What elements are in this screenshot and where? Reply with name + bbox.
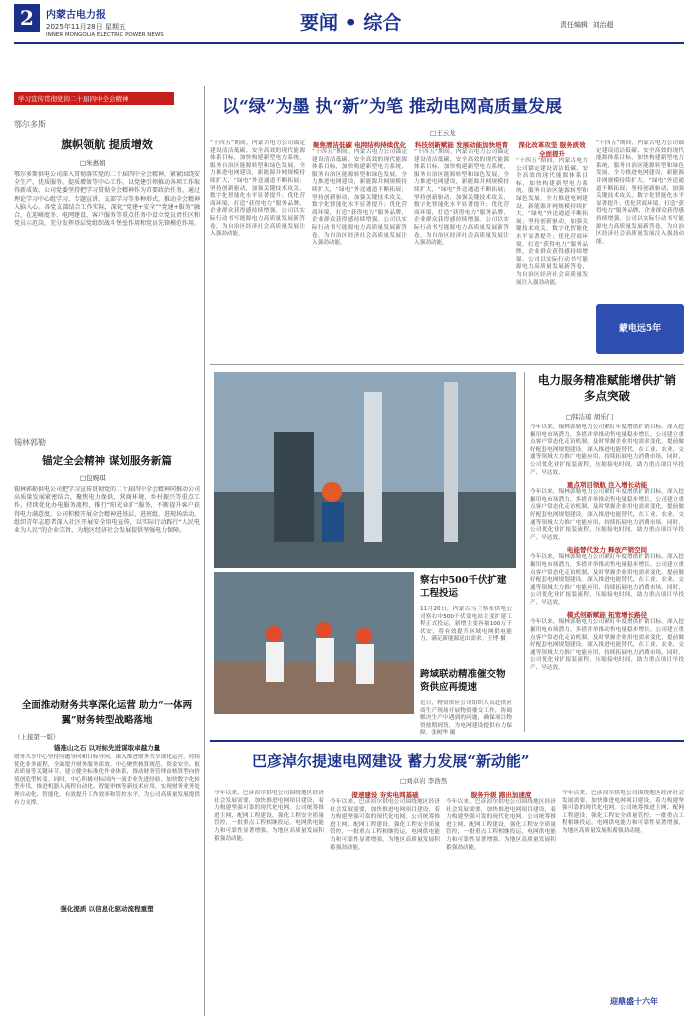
column-divider [204,86,205,1016]
subheading: 服务升级 跑出加速度 [470,791,532,799]
article-body: 今年以来，锡林郭勒电力公司紧盯年度增供扩销目标，深入挖掘用电市场潜力，多措并举推动售电量稳步增长。公司建立重点客户常态化走访机制，及时掌握企业用电需求变化，提前做好配套电网规划建设。深入推进电能替代，在工业、农业、交通等领域大力推广电能应用，持续拓展电力消费市场。同时，公司优化业扩报装流程，压缩接电时间，助力重点项目早投产、早达效。 [530,554,684,606]
right-byline: □韩洁琼 胡乐门 [566,413,614,421]
workers-photo [214,572,414,714]
photo2-caption [420,668,512,694]
right-headline: 电力服务精准赋能增供扩销多点突破 [538,373,676,403]
substation-photo [214,372,516,568]
bottom-col-3 [446,790,556,1016]
page-number: 2 [14,4,40,32]
main-article-col-4 [516,140,588,358]
right-article-body [530,424,684,730]
subheading: 重点项目领航 注入增长动能 [566,481,648,490]
bottom-headline: 巴彦淖尔提速电网建设 蓄力发展“新动能” [252,752,530,770]
bottom-col-2 [330,790,440,1016]
main-article-col-3 [414,140,509,358]
section-title: 要闻 • 综合 [300,12,402,34]
article-body: 今年以来，巴彦淖尔供电公司围绕地区经济社会发展需要，加快推进电网项目建设，着力构建坚强可靠的现代化电网。公司统筹推进主网、配网工程建设，强化工程安全质量管控，一批重点工程相继投运，电网供电能力和可靠性显著增强，为地区高质量发展积蓄强劲动能。 [446,799,556,851]
main-article-col-5: “十四五”期间，内蒙古电力公司锚定建设清洁低碳、安全高效的现代能源体系目标，加快构建新型电力系统，服务自治区能源转型和绿色发展。全力推进电网建设，新能源并网规模持续扩大，“绿电”外送通道不断拓展；坚持创新驱动，加强关键技术攻关，数字化智能化水平显著提升；优化营商环境，打造“获得电力”服务品牌，企业群众获得感持续增强。公司以实际行动书写能源电力高质量发展新答卷，为自治区经济社会高质量发展注入强劲动能。 [596,140,684,245]
article-body: 锡林郭勒供电公司把学习宣传贯彻党的二十届四中全会精神同推动公司高质量发展紧密结合，聚焦电力保供、营商环境、乡村振兴等重点工作，持续优化办电服务流程，推行“阳光业扩”服务，不断提升客户获得电力满意度。公司积极开展全会精神进基层、进班组、进现场活动，组织青年志愿者深入社区开展安全用电宣传，以实际行动践行“人民电业为人民”的企业宗旨，为地区经济社会发展提供坚强电力保障。 [14,486,200,535]
subheading: 深化改革攻坚 服务质效全面提升 [518,141,586,158]
photo2-title: 跨域联动精准催交物资供应再提速 [420,669,506,693]
main-headline: 以“绿”为墨 执“新”为笔 推动电网高质量发展 [222,97,562,117]
article-title: 旗帜领航 提质增效 [61,138,153,151]
byline: □包婉琪 [80,474,106,482]
campaign-tag: 学习宣传贯彻党的二十届四中全会精神 [14,92,174,105]
subheading: 锚准山之石 以对标先进谋取卓越力量 [53,744,161,752]
photo1-title: 察右中500千伏扩建工程投运 [420,575,507,599]
photo2-text: 近日，物资供应公司组织人员赴供应商生产现场开展物资催交工作，协调解决生产中遇到的问题，确保项目物资按期到货，为电网建设提供有力保障。张树华 摄 [420,700,512,737]
place-label: 锡林郭勒 [14,438,46,447]
article-body: 财务共享中心坚持问题导向和目标导向，深入推进财务共享深化运营，持续优化业务流程，全面提升财务服务质效。中心聚焦核算规范、资金安全、报表质量等关键环节，建立健全标准化作业体系，推动财务管理由核算型向价值创造型转变。同时，中心积极对标国内一流企业先进经验，加快数字化转型步伐，推进机器人流程自动化、智能审核等新技术应用，实现财务业务处理自动化、智能化，有效提升工作效率和管控水平，为公司高质量发展提供有力支撑。 [14,754,200,806]
workers-image [214,572,414,714]
article-body: “十四五”期间，内蒙古电力公司锚定建设清洁低碳、安全高效的现代能源体系目标，加快构建新型电力系统，服务自治区能源转型和绿色发展。全力推进电网建设，新能源并网规模持续扩大，“绿电”外送通道不断拓展；坚持创新驱动，加强关键技术攻关，数字化智能化水平显著提升；优化营商环境，打造“获得电力”服务品牌，企业群众获得感持续增强。公司以实际行动书写能源电力高质量发展新答卷，为自治区经济社会高质量发展注入强劲动能。 [312,149,407,247]
article-title: 锚定全会精神 谋划服务新篇 [42,455,172,467]
main-article-col-2 [312,140,407,358]
place-label: 鄂尔多斯 [14,120,46,129]
byline: □朱惠娟 [80,159,106,167]
editor-line: 责任编辑 刘治超 [560,21,614,29]
subheading: 强化提质 以信息化驱动流程重塑 [60,905,154,913]
issue-date: 2025年11月28日 星期五 [46,23,126,31]
subheading: 电能替代发力 释放产销空间 [566,546,648,555]
bottom-byline: □刘卓岩 李浩然 [400,777,448,785]
subheading: 科技创新赋能 发展动能加快培育 [414,141,509,149]
article-body: “十四五”期间，内蒙古电力公司锚定建设清洁低碳、安全高效的现代能源体系目标，加快构建新型电力系统，服务自治区能源转型和绿色发展。全力推进电网建设，新能源并网规模持续扩大，“绿电”外送通道不断拓展；坚持创新驱动，加强关键技术攻关，数字化智能化水平显著提升；优化营商环境，打造“获得电力”服务品牌，企业群众获得感持续增强。公司以实际行动书写能源电力高质量发展新答卷，为自治区经济社会高质量发展注入强劲动能。 [414,149,509,247]
paper-english-name: INNER MONGOLIA ELECTRIC POWER NEWS [46,32,164,38]
masthead-rule [14,42,684,44]
column-divider [524,372,525,732]
subheading: 提速建设 夯实电网基础 [351,791,419,799]
subheading: 聚焦清洁低碳 电网结构持续优化 [312,141,407,149]
subheading: 模式创新赋能 拓宽增长路径 [566,611,648,620]
article-body: 今年以来，锡林郭勒电力公司紧盯年度增供扩销目标，深入挖掘用电市场潜力，多措并举推动售电量稳步增长。公司建立重点客户常态化走访机制，及时掌握企业用电需求变化，提前做好配套电网规划建设。深入推进电能替代，在工业、农业、交通等领域大力推广电能应用，持续拓展电力消费市场。同时，公司优化业扩报装流程，压缩接电时间，助力重点项目早投产、早达效。 [530,424,684,476]
section-rule [210,740,684,742]
article-title: 全面推动财务共享深化运营 助力“一体两翼”财务转型战略落地 [21,700,193,726]
slogan-logo: 蒙电远5年 [596,304,684,354]
article-body: 鄂尔多斯供电公司深入贯彻落实党的二十届四中全会精神，紧紧围绕安全生产、优质服务、提质增效等中心工作，以党建引领推动各项工作取得新成效。公司党委坚持把学习贯彻全会精神作为首要政治任务，通过理论学习中心组学习、专题宣讲、支部学习等多种形式，推动全会精神入脑入心。各党支部结合工作实际，深化“党建+安全”“党建+服务”融合，在迎峰度冬、电网建设、客户服务等重点任务中设立党员责任区和党员示范岗，充分发挥基层党组织战斗堡垒作用和党员先锋模范作用。 [14,171,200,228]
paper-name: 内蒙古电力报 [46,10,106,21]
article-body: 今年以来，锡林郭勒电力公司紧盯年度增供扩销目标，深入挖掘用电市场潜力，多措并举推动售电量稳步增长。公司建立重点客户常态化走访机制，及时掌握企业用电需求变化，提前做好配套电网规划建设。深入推进电能替代，在工业、农业、交通等领域大力推广电能应用，持续拓展电力消费市场。同时，公司优化业扩报装流程，压缩接电时间，助力重点项目早投产、早达效。 [530,489,684,541]
left-column [14,92,200,1016]
substation-image [214,372,516,568]
masthead [0,0,697,64]
article-body: 今年以来，巴彦淖尔供电公司围绕地区经济社会发展需要，加快推进电网项目建设，着力构建坚强可靠的现代化电网。公司统筹推进主网、配网工程建设，强化工程安全质量管控，一批重点工程相继投运，电网供电能力和可靠性显著增强，为地区高质量发展积蓄强劲动能。 [330,799,440,851]
section-rule [210,364,684,365]
article-body: 今年以来，锡林郭勒电力公司紧盯年度增供扩销目标，深入挖掘用电市场潜力，多措并举推动售电量稳步增长。公司建立重点客户常态化走访机制，及时掌握企业用电需求变化，提前做好配套电网规划建设。深入推进电能替代，在工业、农业、交通等领域大力推广电能应用，持续拓展电力消费市场。同时，公司优化业扩报装流程，压缩接电时间，助力重点项目早投产、早达效。 [530,619,684,672]
article-body: “十四五”期间，内蒙古电力公司锚定建设清洁低碳、安全高效的现代能源体系目标，加快构建新型电力系统，服务自治区能源转型和绿色发展。全力推进电网建设，新能源并网规模持续扩大，“绿电”外送通道不断拓展；坚持创新驱动，加强关键技术攻关，数字化智能化水平显著提升；优化营商环境，打造“获得电力”服务品牌，企业群众获得感持续增强。公司以实际行动书写能源电力高质量发展新答卷，为自治区经济社会高质量发展注入强劲动能。 [516,158,588,286]
photo1-caption [420,574,512,600]
byline: （上接第一版） [14,733,60,741]
main-article-col-1: “十四五”期间，内蒙古电力公司锚定建设清洁低碳、安全高效的现代能源体系目标，加快构建新型电力系统，服务自治区能源转型和绿色发展。全力推进电网建设，新能源并网规模持续扩大，“绿电”外送通道不断拓展；坚持创新驱动，加强关键技术攻关，数字化智能化水平显著提升；优化营商环境，打造“获得电力”服务品牌，企业群众获得感持续增强。公司以实际行动书写能源电力高质量发展新答卷，为自治区经济社会高质量发展注入强劲动能。 [210,140,305,238]
main-byline: □王云龙 [430,129,456,137]
bottom-col-1: 今年以来，巴彦淖尔供电公司围绕地区经济社会发展需要，加快推进电网项目建设，着力构建坚强可靠的现代化电网。公司统筹推进主网、配网工程建设，强化工程安全质量管控，一批重点工程相继投运，电网供电能力和可靠性显著增强，为地区高质量发展积蓄强劲动能。 [214,790,324,842]
bottom-col-4: 今年以来，巴彦淖尔供电公司围绕地区经济社会发展需要，加快推进电网项目建设，着力构建坚强可靠的现代化电网。公司统筹推进主网、配网工程建设，强化工程安全质量管控，一批重点工程相继投运，电网供电能力和可靠性显著增强，为地区高质量发展积蓄强劲动能。 [562,790,684,834]
anniversary-logo: 迎鼎盛十六年 [610,996,658,1006]
photo1-text: 11月20日，内蒙古乌兰察布供电公司察右中500千伏变电站主变扩建工程正式投运，新增主变容量100万千伏安，将有效提升区域电网供电能力，满足新能源送出需求。王博 摄 [420,606,512,643]
